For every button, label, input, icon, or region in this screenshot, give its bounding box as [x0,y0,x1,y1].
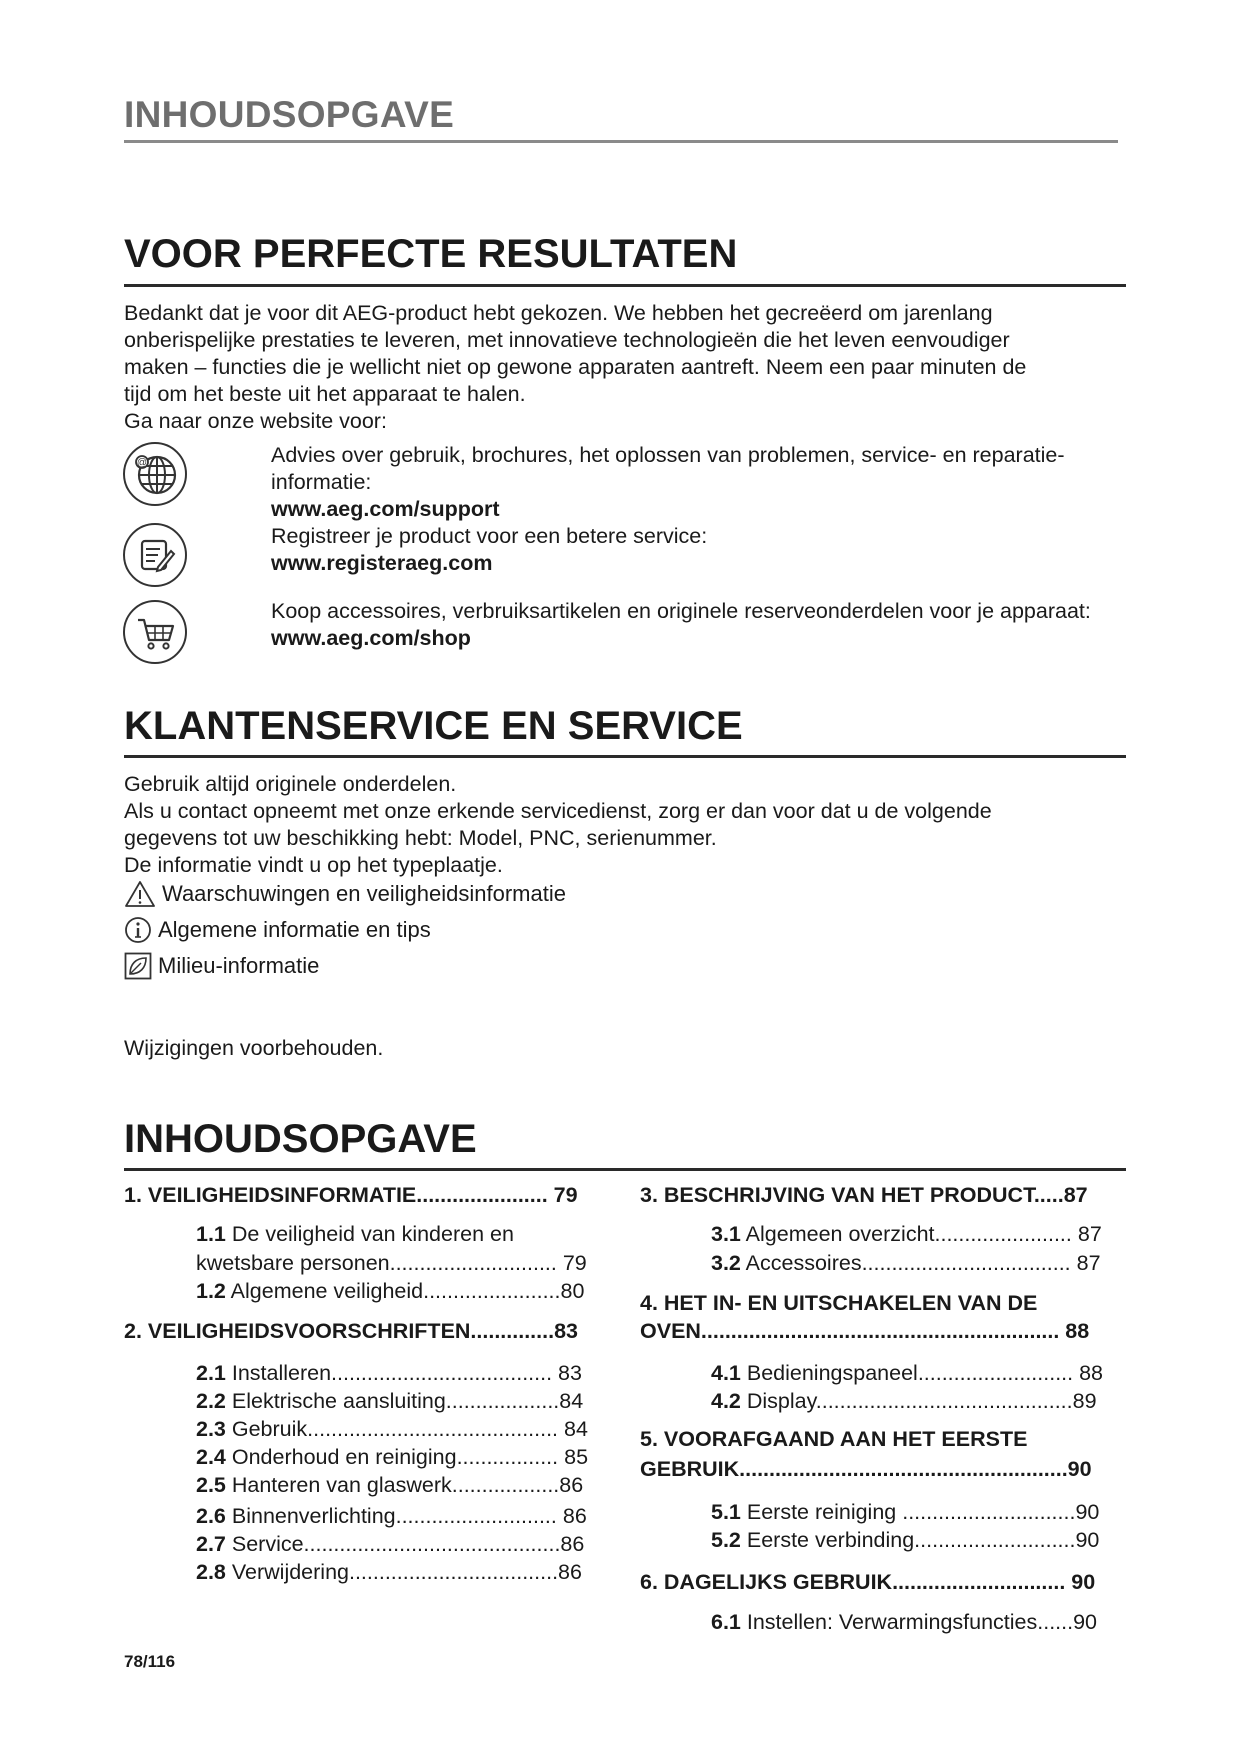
legend-environment [124,952,319,980]
intro-paragraph [124,300,1134,435]
toc-number: 4.2 [711,1389,741,1413]
toc-entry-3-2[interactable] [711,1251,1101,1276]
service-paragraph [124,771,1134,879]
service-line: Gebruik altijd originele onderdelen. [124,772,457,796]
toc-entry-4-2[interactable] [711,1389,1097,1414]
web-item-text: informatie: [271,470,372,494]
toc-entry-6-1[interactable] [711,1610,1097,1635]
web-item-shop [271,598,1141,652]
toc-entry-2-3[interactable] [196,1417,588,1442]
toc-number: 2.4 [196,1445,226,1469]
toc-text: Display...........................................89 [740,1389,1097,1413]
toc-entry-2-7[interactable] [196,1532,584,1557]
toc-entry-1-2[interactable] [196,1279,584,1304]
toc-text: Service...........................................86 [225,1532,585,1556]
legend-label: Algemene informatie en tips [158,917,431,942]
toc-text: Hanteren van glaswerk..................86 [225,1473,584,1497]
toc-number: 2.2 [196,1389,226,1413]
support-link[interactable]: www.aeg.com/support [271,497,500,521]
toc-entry-5-1[interactable] [711,1500,1099,1525]
service-line: De informatie vindt u op het typeplaatje. [124,853,503,877]
toc-text: Installeren..................................... 83 [225,1361,582,1385]
toc-number: 2.7 [196,1532,226,1556]
toc-entry-5[interactable]: 5. VOORAFGAAND AAN HET EERSTE [640,1427,1028,1451]
toc-number: 6.1 [711,1610,741,1634]
legend-label: Waarschuwingen en veiligheidsinformatie [162,881,566,906]
toc-entry-2-2[interactable] [196,1389,583,1414]
page-number: 78/116 [124,1652,176,1671]
register-link[interactable]: www.registeraeg.com [271,551,493,575]
section-divider [124,284,1126,287]
toc-number: 2.5 [196,1473,226,1497]
page-header-title: INHOUDSOPGAVE [124,94,455,135]
toc-entry-1-1-cont[interactable]: kwetsbare personen............................ 79 [196,1251,587,1275]
toc-text: Onderhoud en reiniging................. 85 [225,1445,589,1469]
toc-text: Eerste verbinding...........................90 [740,1528,1100,1552]
service-line: gegevens tot uw beschikking hebt: Model, PNC, serienummer. [124,826,717,850]
toc-number: 5.2 [711,1528,741,1552]
toc-entry-4[interactable]: 4. HET IN- EN UITSCHAKELEN VAN DE [640,1291,1038,1315]
toc-text: Bedieningspaneel.......................... 88 [740,1361,1104,1385]
intro-line: tijd om het beste uit het apparaat te halen. [124,382,526,406]
shop-link[interactable]: www.aeg.com/shop [271,626,471,650]
toc-text: Binnenverlichting........................... 86 [225,1504,587,1528]
toc-entry-2-5[interactable] [196,1473,583,1498]
cart-icon [123,600,187,664]
toc-text: Algemene veiligheid.......................80 [225,1279,585,1303]
globe-icon [123,442,187,506]
section-divider [124,1168,1126,1171]
toc-entry-6[interactable]: 6. DAGELIJKS GEBRUIK............................. 90 [640,1570,1096,1594]
section-title-toc: INHOUDSOPGAVE [124,1117,477,1161]
toc-entry-1-1[interactable] [196,1222,514,1247]
toc-number: 1.2 [196,1279,226,1303]
section-divider [124,755,1126,758]
legend-info [124,916,431,944]
legend-warning [124,880,566,908]
toc-number: 2.1 [196,1361,226,1385]
toc-text: Gebruik.......................................... 84 [225,1417,588,1441]
toc-entry-5-2[interactable] [711,1528,1099,1553]
toc-text: De veiligheid van kinderen en [225,1222,514,1246]
toc-number: 2.8 [196,1560,226,1584]
web-item-support [271,442,1141,523]
toc-text: Verwijdering...................................86 [225,1560,582,1584]
intro-line: onberispelijke prestaties te leveren, met innovatieve technologieën die het leven eenvoudiger [124,328,1010,352]
section-title-perfect-results: VOOR PERFECTE RESULTATEN [124,232,738,276]
header-divider [124,140,1118,143]
web-item-register [271,523,1141,577]
web-item-text: Registreer je product voor een betere service: [271,524,708,548]
web-item-text: Koop accessoires, verbruiksartikelen en originele reserveonderdelen voor je apparaat: [271,599,1091,623]
toc-number: 3.1 [711,1222,741,1246]
toc-number: 1.1 [196,1222,226,1246]
toc-entry-3[interactable]: 3. BESCHRIJVING VAN HET PRODUCT.....87 [640,1183,1088,1207]
toc-entry-2-8[interactable] [196,1560,582,1585]
toc-entry-2-1[interactable] [196,1361,582,1386]
toc-number: 4.1 [711,1361,741,1385]
toc-number: 2.6 [196,1504,226,1528]
toc-number: 5.1 [711,1500,741,1524]
toc-entry-4-cont[interactable]: OVEN............................................................ 88 [640,1319,1090,1343]
toc-text: Eerste reiniging .............................90 [740,1500,1100,1524]
section-title-customer-service: KLANTENSERVICE EN SERVICE [124,704,743,748]
toc-entry-3-1[interactable] [711,1222,1102,1247]
service-line: Als u contact opneemt met onze erkende servicedienst, zorg er dan voor dat u de volgende [124,799,992,823]
toc-entry-4-1[interactable] [711,1361,1103,1386]
toc-entry-1[interactable]: 1. VEILIGHEIDSINFORMATIE...................... 79 [124,1183,578,1207]
warning-icon [124,880,156,908]
intro-line: maken – functies die je wellicht niet op gewone apparaten aantreft. Neem een paar minuten de [124,355,1027,379]
toc-text: Elektrische aansluiting...................84 [225,1389,584,1413]
svg-text:@: @ [136,457,148,469]
legend-label: Milieu-informatie [158,953,320,978]
register-icon [123,523,187,587]
toc-text: Accessoires................................... 87 [740,1251,1101,1275]
toc-text: Algemeen overzicht....................... 87 [740,1222,1102,1246]
toc-entry-2-4[interactable] [196,1445,588,1470]
info-icon [124,916,152,944]
intro-line: Bedankt dat je voor dit AEG-product hebt gekozen. We hebben het gecreëerd om jarenlang [124,301,993,325]
toc-number: 3.2 [711,1251,741,1275]
toc-entry-5-cont[interactable]: GEBRUIK.......................................................90 [640,1457,1092,1481]
web-item-text: Advies over gebruik, brochures, het oplossen van problemen, service- en reparatie- [271,443,1065,467]
toc-entry-2-6[interactable] [196,1504,587,1529]
toc-number: 2.3 [196,1417,226,1441]
intro-line: Ga naar onze website voor: [124,409,387,433]
changes-note: Wijzigingen voorbehouden. [124,1036,384,1060]
toc-entry-2[interactable]: 2. VEILIGHEIDSVOORSCHRIFTEN..............83 [124,1319,578,1343]
leaf-icon [124,952,152,980]
toc-text: Instellen: Verwarmingsfuncties......90 [740,1610,1098,1634]
